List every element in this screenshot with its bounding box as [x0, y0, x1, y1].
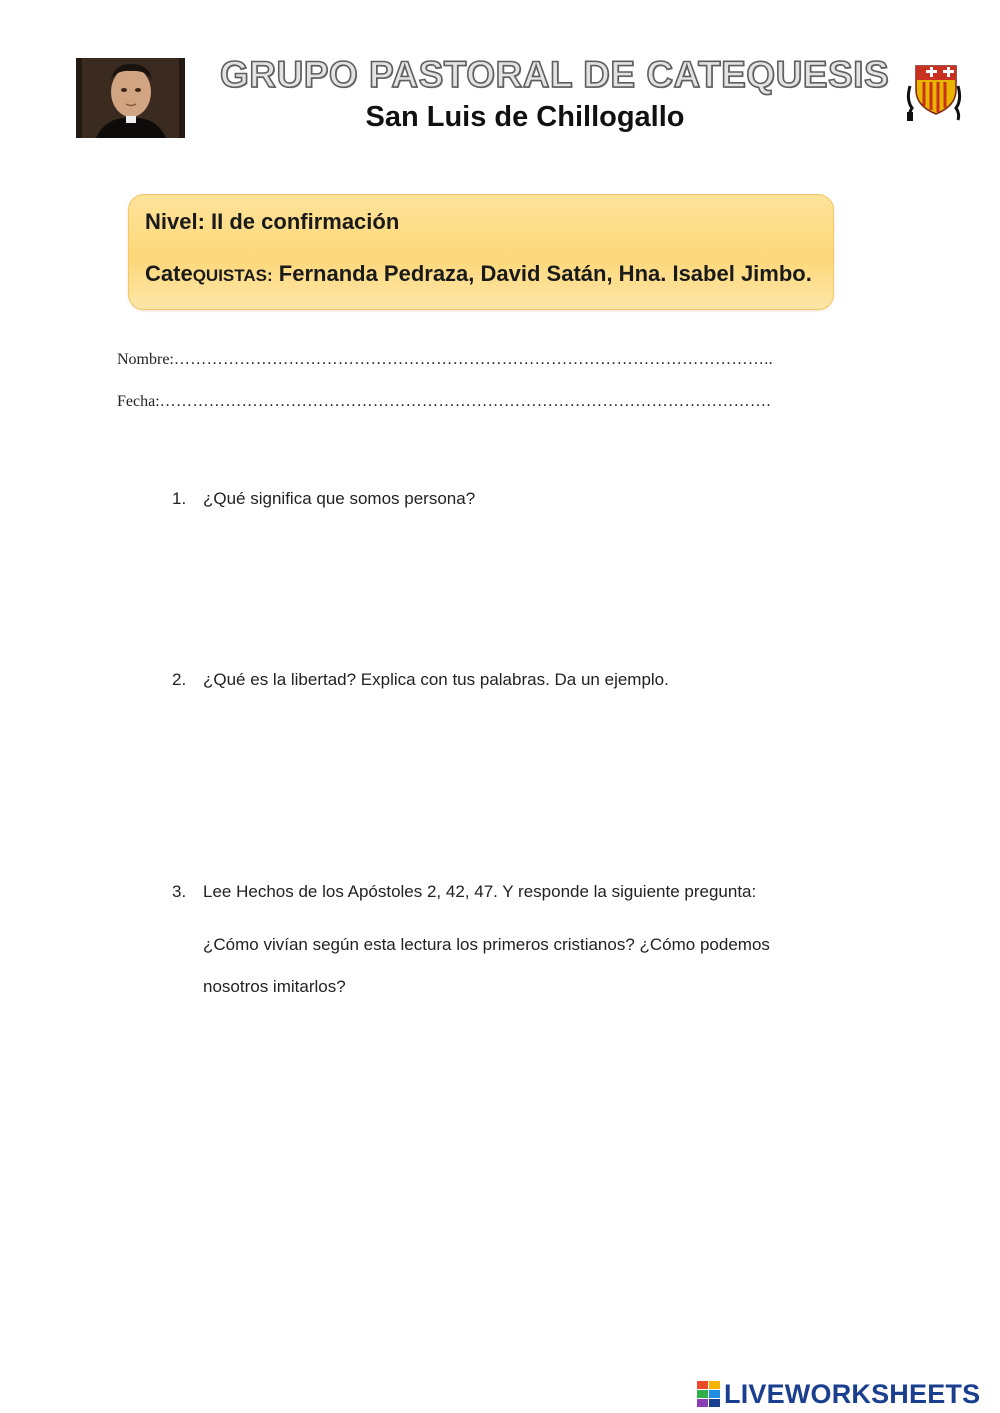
question-3-subline-1: ¿Cómo vivían según esta lectura los primeros cristianos? ¿Cómo podemos	[203, 935, 770, 954]
course-info-box	[128, 194, 834, 310]
question-text: ¿Qué es la libertad? Explica con tus palabras. Da un ejemplo.	[203, 670, 669, 689]
level-label: Nivel: II de confirmación	[145, 209, 400, 234]
question-number: 1.	[172, 489, 187, 508]
crest-emblem-icon	[902, 56, 966, 122]
question-text: Lee Hechos de los Apóstoles 2, 42, 47. Y responde la siguiente pregunta:	[203, 882, 757, 901]
name-label: Nombre:	[117, 351, 174, 368]
catechists-prefix: Cate	[145, 261, 193, 286]
saint-portrait-image	[76, 58, 185, 138]
catechists-line	[145, 261, 812, 287]
liveworksheets-logo-icon	[697, 1381, 721, 1407]
header-title: GRUPO PASTORAL DE CATEQUESIS	[220, 54, 890, 95]
question-1	[172, 489, 475, 509]
question-number: 3.	[172, 882, 187, 901]
question-3-subline-2: nosotros imitarlos?	[203, 977, 346, 996]
question-3	[172, 882, 756, 902]
liveworksheets-brand[interactable]	[697, 1378, 980, 1410]
catechists-prefix-small: QUISTAS:	[192, 266, 273, 285]
date-field[interactable]	[117, 393, 817, 411]
question-number: 2.	[172, 670, 187, 689]
date-dots: ………………………………………………………………………………………………….	[159, 393, 771, 410]
question-2	[172, 670, 669, 690]
brand-text: LIVEWORKSHEETS	[724, 1378, 981, 1409]
name-dots: ………………………………………………………………………………………………..	[173, 351, 774, 368]
name-field[interactable]	[117, 351, 817, 369]
question-text: ¿Qué significa que somos persona?	[203, 489, 476, 508]
date-label: Fecha:	[117, 393, 160, 410]
catechists-names: Fernanda Pedraza, David Satán, Hna. Isabel Jimbo.	[278, 261, 812, 286]
header-subtitle: San Luis de Chillogallo	[365, 101, 685, 133]
